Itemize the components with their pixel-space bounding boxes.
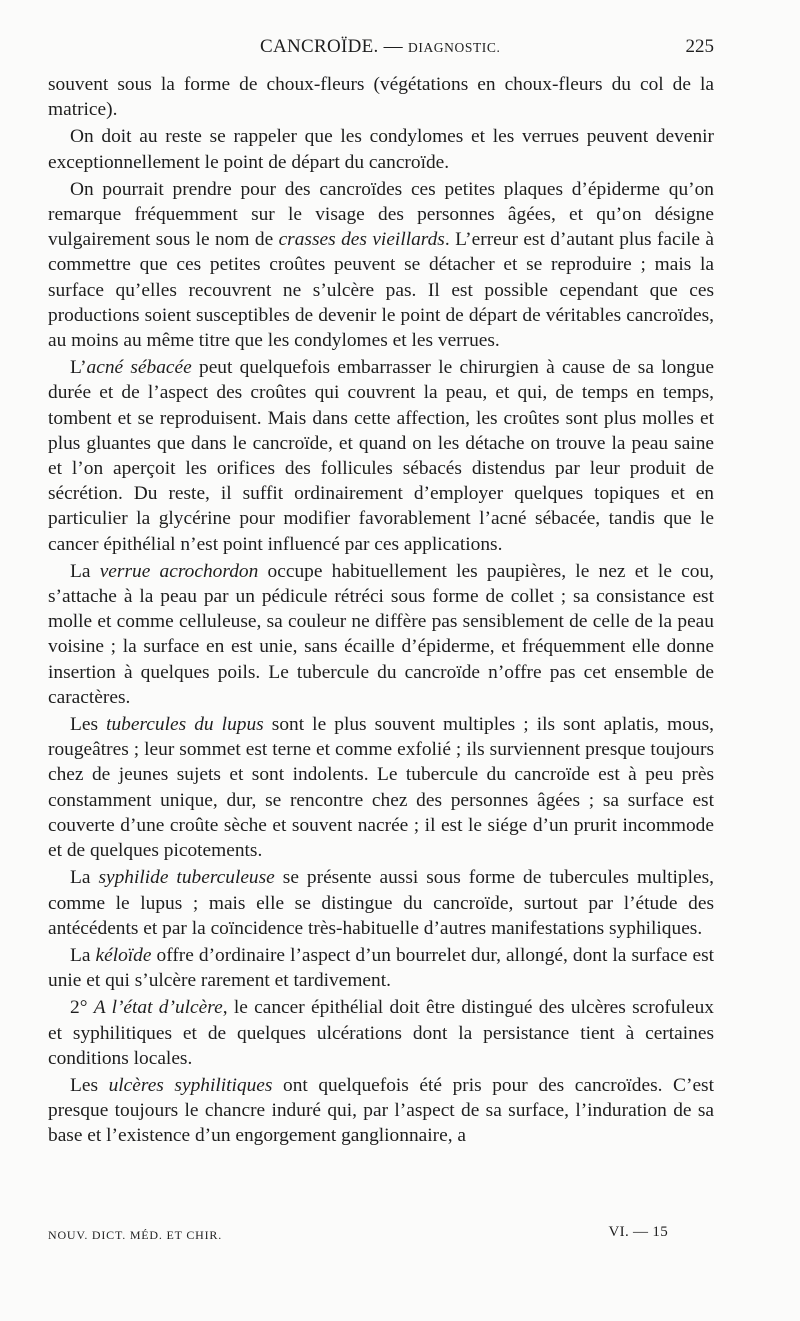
italic-term: tubercules du lupus [106, 714, 264, 736]
text-run: occupe habituellement les paupières, le nez et le cou, s’attache à la peau par un pédicule rétréci sous forme de collet ; sa consistance est molle et comme celluleuse, sa couleur ne diffère pas sensiblement de celle de la peau voisine ; la surface en est unie, sans écaille d’épiderme, et fréquemment elle donne insertion à quelques poils. Le tubercule du cancroïde n’offre pas cet ensemble de caractères. [48, 560, 715, 708]
text-run: On doit au reste se rappeler que les condylomes et les verrues peuvent devenir exceptionnellement le point de départ du cancroïde. [48, 126, 714, 173]
paragraph [48, 124, 714, 174]
text-run: La [70, 560, 100, 582]
text-run: Les [70, 714, 107, 736]
page-number: 225 [685, 36, 714, 57]
text-run: La [70, 867, 99, 889]
text-run: se présente aussi sous forme de tubercules multiples, comme le lupus ; mais elle se distingue du cancroïde, surtout par l’étude des antécédents et par la coïncidence très-habituelle d’autres manifestations syphiliques. [48, 867, 714, 939]
footer-signature: NOUV. DICT. MÉD. ET CHIR. [48, 1228, 223, 1242]
footer-volume: VI. — 15 [608, 1224, 668, 1240]
paragraph [48, 177, 714, 353]
italic-term: A l’état d’ulcère [93, 997, 223, 1019]
text-run: La [70, 944, 96, 966]
italic-term: kéloïde [95, 944, 152, 966]
italic-term: crasses des vieillards [278, 229, 445, 251]
page-footer [48, 1226, 668, 1248]
text-run: offre d’ordinaire l’aspect d’un bourrelet dur, allongé, dont la surface est unie et qui s’ulcère rarement et tardivement. [48, 944, 714, 992]
text-run: , le cancer épithélial doit être distingué des ulcères scrofuleux et syphilitiques et de quelques ulcérations dont la persistance tient à certaines conditions locales. [48, 997, 714, 1069]
text-run: L’ [70, 357, 87, 379]
italic-term: acné sébacée [86, 357, 192, 379]
paragraph [48, 355, 714, 557]
paragraph [48, 72, 714, 122]
text-run: On pourrait prendre pour des cancroïdes ces petites plaques d’épiderme qu’on remarque fréquemment sur le visage des personnes âgées, et qu’on désigne vulgairement sous le nom de [48, 178, 714, 251]
text-run: Les [70, 1074, 109, 1096]
text-run: peut quelquefois embarrasser le chirurgien à cause de sa longue durée et de l’aspect des croûtes qui couvrent la peau, et qui, de temps en temps, tombent et se reproduisent. Mais dans cette affection, les croûtes sont plus molles et plus gluantes que dans le cancroïde, et quand on les détache on trouve la peau saine et l’on aperçoit les orifices des follicules sébacés distendus par leur produit de sécrétion. Du reste, il suffit ordinairement d’employer quelques topiques et en particulier la glycérine pour modifier favorablement l’acné sébacée, tandis que le cancer épithélial n’est point influencé par ces applications. [48, 357, 714, 555]
text-run: 2° [70, 997, 94, 1019]
paragraph [48, 943, 714, 993]
italic-term: verrue acrochordon [99, 560, 259, 582]
text-run: souvent sous la forme de choux-fleurs (végétations en choux-fleurs du col de la matrice). [48, 74, 714, 121]
paragraph [48, 1073, 714, 1149]
running-title-main: CANCROÏDE. — [260, 36, 403, 57]
text-run: ont quelquefois été pris pour des cancroïdes. C’est presque toujours le chancre induré qui, par l’aspect de sa surface, l’induration de sa base et l’existence d’un engorgement ganglionnaire, a [48, 1074, 714, 1147]
paragraph [48, 995, 714, 1071]
paragraph [48, 712, 714, 863]
page-header [48, 36, 714, 64]
italic-term: syphilide tuberculeuse [98, 867, 275, 889]
body-text [48, 72, 714, 1151]
text-run: . L’erreur est d’autant plus facile à commettre que ces petites croûtes peuvent se détacher et se reproduire ; mais la surface qu’elles recouvrent ne s’ulcère pas. Il est possible cependant que ces productions soient susceptibles de devenir le point de départ de véritables cancroïdes, au moins au même titre que les condylomes et les verrues. [48, 229, 714, 352]
running-title [260, 36, 500, 58]
paragraph [48, 559, 714, 710]
italic-term: ulcères syphilitiques [108, 1074, 273, 1096]
paragraph [48, 865, 714, 941]
text-run: sont le plus souvent multiples ; ils sont aplatis, mous, rougeâtres ; leur sommet est terne et comme exfolié ; ils surviennent presque toujours chez de jeunes sujets et sont indolents. Le tubercule du cancroïde est à peu près constamment unique, dur, se rencontre chez des personnes âgées ; sa surface est couverte d’une croûte sèche et souvent nacrée ; il est le siége d’un prurit incommode et de quelques picotements. [48, 714, 714, 862]
running-title-section: DIAGNOSTIC. [408, 40, 501, 55]
